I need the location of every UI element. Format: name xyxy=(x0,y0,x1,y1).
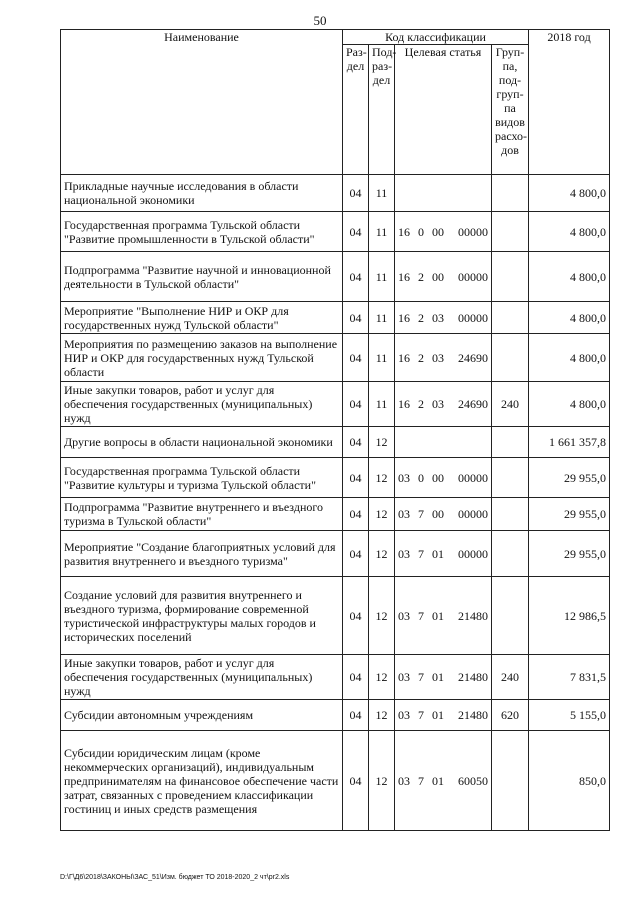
row-subsection: 12 xyxy=(369,531,395,577)
row-amount: 4 800,0 xyxy=(529,212,610,252)
row-expense-group: 240 xyxy=(492,655,529,700)
table-row xyxy=(61,334,610,382)
row-subsection: 11 xyxy=(369,175,395,212)
row-name: Субсидии автономным учреждениям xyxy=(61,700,343,731)
target-program: 16 xyxy=(398,397,410,411)
row-name: Государственная программа Тульской области "Развитие культуры и туризма Тульской области" xyxy=(61,458,343,498)
row-subsection: 12 xyxy=(369,577,395,655)
target-direction: 21480 xyxy=(458,608,488,623)
target-direction: 00000 xyxy=(458,224,488,239)
row-target-article xyxy=(395,212,492,252)
row-subsection: 11 xyxy=(369,252,395,302)
target-direction: 21480 xyxy=(458,670,488,684)
row-name: Иные закупки товаров, работ и услуг для обеспечения государственных (муниципальных) нужд xyxy=(61,655,343,700)
target-subprogram: 7 xyxy=(418,670,424,684)
target-measure: 00 xyxy=(432,269,444,284)
row-section: 04 xyxy=(343,334,369,382)
row-expense-group: 240 xyxy=(492,382,529,427)
row-name: Мероприятие "Создание благоприятных условий для развития внутреннего и въездного туризма" xyxy=(61,531,343,577)
row-amount: 4 800,0 xyxy=(529,175,610,212)
row-name: Иные закупки товаров, работ и услуг для обеспечения государственных (муниципальных) нужд xyxy=(61,382,343,427)
header-code-group: Код классификации xyxy=(343,30,529,45)
row-expense-group xyxy=(492,212,529,252)
header-target-article: Целевая статья xyxy=(395,45,492,175)
target-direction: 60050 xyxy=(458,773,488,788)
target-subprogram: 7 xyxy=(418,546,424,561)
target-program: 03 xyxy=(398,546,410,561)
target-program: 16 xyxy=(398,269,410,284)
target-program: 16 xyxy=(398,350,410,365)
row-subsection: 11 xyxy=(369,302,395,334)
row-amount: 12 986,5 xyxy=(529,577,610,655)
target-direction: 00000 xyxy=(458,507,488,521)
table-row xyxy=(61,427,610,458)
target-program: 03 xyxy=(398,670,410,684)
table-row xyxy=(61,531,610,577)
target-subprogram: 2 xyxy=(418,310,424,325)
row-section: 04 xyxy=(343,655,369,700)
row-subsection: 11 xyxy=(369,334,395,382)
row-amount: 4 800,0 xyxy=(529,382,610,427)
target-direction: 21480 xyxy=(458,708,488,722)
row-expense-group xyxy=(492,252,529,302)
row-subsection: 12 xyxy=(369,731,395,831)
row-amount: 29 955,0 xyxy=(529,498,610,531)
row-name: Подпрограмма "Развитие внутреннего и въездного туризма в Тульской области" xyxy=(61,498,343,531)
row-target-article xyxy=(395,655,492,700)
row-target-article xyxy=(395,334,492,382)
row-name: Государственная программа Тульской области "Развитие промышленности в Тульской области" xyxy=(61,212,343,252)
row-amount: 4 800,0 xyxy=(529,302,610,334)
row-expense-group xyxy=(492,334,529,382)
target-subprogram: 2 xyxy=(418,350,424,365)
row-target-article xyxy=(395,731,492,831)
row-expense-group xyxy=(492,458,529,498)
row-section: 04 xyxy=(343,498,369,531)
row-section: 04 xyxy=(343,700,369,731)
row-section: 04 xyxy=(343,302,369,334)
row-target-article xyxy=(395,577,492,655)
row-target-article xyxy=(395,427,492,458)
file-path-footer: D:\Г\Д6\2018\ЗАКОНЫ\ЗАС_51\Изм. бюджет ТО 2018-2020_2 чт\pr2.xls xyxy=(60,874,290,881)
row-subsection: 11 xyxy=(369,212,395,252)
row-section: 04 xyxy=(343,731,369,831)
target-program: 03 xyxy=(398,470,410,485)
target-program: 16 xyxy=(398,224,410,239)
target-measure: 00 xyxy=(432,507,444,521)
target-subprogram: 2 xyxy=(418,397,424,411)
target-subprogram: 7 xyxy=(418,708,424,722)
row-amount: 29 955,0 xyxy=(529,458,610,498)
row-section: 04 xyxy=(343,382,369,427)
row-target-article xyxy=(395,302,492,334)
row-expense-group xyxy=(492,427,529,458)
row-target-article xyxy=(395,700,492,731)
row-name: Подпрограмма "Развитие научной и инновационной деятельности в Тульской области" xyxy=(61,252,343,302)
row-target-article xyxy=(395,531,492,577)
row-name: Мероприятия по размещению заказов на выполнение НИР и ОКР для государственных нужд Тульской области xyxy=(61,334,343,382)
row-section: 04 xyxy=(343,531,369,577)
target-measure: 03 xyxy=(432,397,444,411)
row-name: Мероприятие "Выполнение НИР и ОКР для государственных нужд Тульской области" xyxy=(61,302,343,334)
target-program: 16 xyxy=(398,310,410,325)
row-section: 04 xyxy=(343,577,369,655)
row-amount: 1 661 357,8 xyxy=(529,427,610,458)
table-row xyxy=(61,382,610,427)
row-subsection: 12 xyxy=(369,498,395,531)
row-target-article xyxy=(395,498,492,531)
row-section: 04 xyxy=(343,458,369,498)
target-subprogram: 0 xyxy=(418,224,424,239)
budget-table xyxy=(60,29,610,831)
row-amount: 29 955,0 xyxy=(529,531,610,577)
target-measure: 01 xyxy=(432,608,444,623)
table-row xyxy=(61,252,610,302)
target-program: 03 xyxy=(398,773,410,788)
target-direction: 00000 xyxy=(458,310,488,325)
table-row xyxy=(61,458,610,498)
target-measure: 03 xyxy=(432,350,444,365)
row-name: Другие вопросы в области национальной экономики xyxy=(61,427,343,458)
target-subprogram: 7 xyxy=(418,507,424,521)
row-target-article xyxy=(395,252,492,302)
row-expense-group xyxy=(492,531,529,577)
target-measure: 00 xyxy=(432,470,444,485)
table-row xyxy=(61,577,610,655)
row-target-article xyxy=(395,458,492,498)
target-direction: 24690 xyxy=(458,397,488,411)
row-amount: 7 831,5 xyxy=(529,655,610,700)
target-measure: 01 xyxy=(432,708,444,722)
target-direction: 00000 xyxy=(458,470,488,485)
target-subprogram: 7 xyxy=(418,773,424,788)
table-row xyxy=(61,212,610,252)
row-subsection: 11 xyxy=(369,382,395,427)
table-row xyxy=(61,302,610,334)
table-row xyxy=(61,655,610,700)
header-name: Наименование xyxy=(61,30,343,175)
row-target-article xyxy=(395,175,492,212)
target-direction: 24690 xyxy=(458,350,488,365)
row-subsection: 12 xyxy=(369,458,395,498)
header-expense-group: Груп- па, под- груп- па видов расхо- дов xyxy=(492,45,529,175)
row-section: 04 xyxy=(343,427,369,458)
row-expense-group xyxy=(492,731,529,831)
table-row xyxy=(61,731,610,831)
target-measure: 00 xyxy=(432,224,444,239)
target-subprogram: 2 xyxy=(418,269,424,284)
table-row xyxy=(61,175,610,212)
target-program: 03 xyxy=(398,708,410,722)
table-body xyxy=(61,175,610,831)
row-amount: 5 155,0 xyxy=(529,700,610,731)
row-expense-group xyxy=(492,302,529,334)
target-subprogram: 0 xyxy=(418,470,424,485)
page-number: 50 xyxy=(313,13,327,28)
target-measure: 01 xyxy=(432,670,444,684)
row-amount: 850,0 xyxy=(529,731,610,831)
target-measure: 01 xyxy=(432,773,444,788)
row-section: 04 xyxy=(343,175,369,212)
row-section: 04 xyxy=(343,252,369,302)
row-subsection: 12 xyxy=(369,700,395,731)
row-name: Субсидии юридическим лицам (кроме некоммерческих организаций), индивидуальным предпринимателям на финансовое обеспечение части затрат, связанных с проведением классификации гостиниц и иных средств размещения xyxy=(61,731,343,831)
row-subsection: 12 xyxy=(369,655,395,700)
target-program: 03 xyxy=(398,507,410,521)
row-section: 04 xyxy=(343,212,369,252)
table-row xyxy=(61,498,610,531)
row-expense-group xyxy=(492,498,529,531)
target-direction: 00000 xyxy=(458,546,488,561)
table-row xyxy=(61,700,610,731)
target-direction: 00000 xyxy=(458,269,488,284)
target-subprogram: 7 xyxy=(418,608,424,623)
row-subsection: 12 xyxy=(369,427,395,458)
row-name: Прикладные научные исследования в области национальной экономики xyxy=(61,175,343,212)
row-expense-group: 620 xyxy=(492,700,529,731)
row-name: Создание условий для развития внутреннего и въездного туризма, формирование современной туристической инфраструктуры малых городов и исторических поселений xyxy=(61,577,343,655)
row-amount: 4 800,0 xyxy=(529,252,610,302)
header-subsection: Под- раз- дел xyxy=(369,45,395,175)
row-expense-group xyxy=(492,577,529,655)
header-section: Раз- дел xyxy=(343,45,369,175)
row-amount: 4 800,0 xyxy=(529,334,610,382)
row-target-article xyxy=(395,382,492,427)
target-measure: 01 xyxy=(432,546,444,561)
header-year: 2018 год xyxy=(529,30,610,175)
row-expense-group xyxy=(492,175,529,212)
target-program: 03 xyxy=(398,608,410,623)
target-measure: 03 xyxy=(432,310,444,325)
